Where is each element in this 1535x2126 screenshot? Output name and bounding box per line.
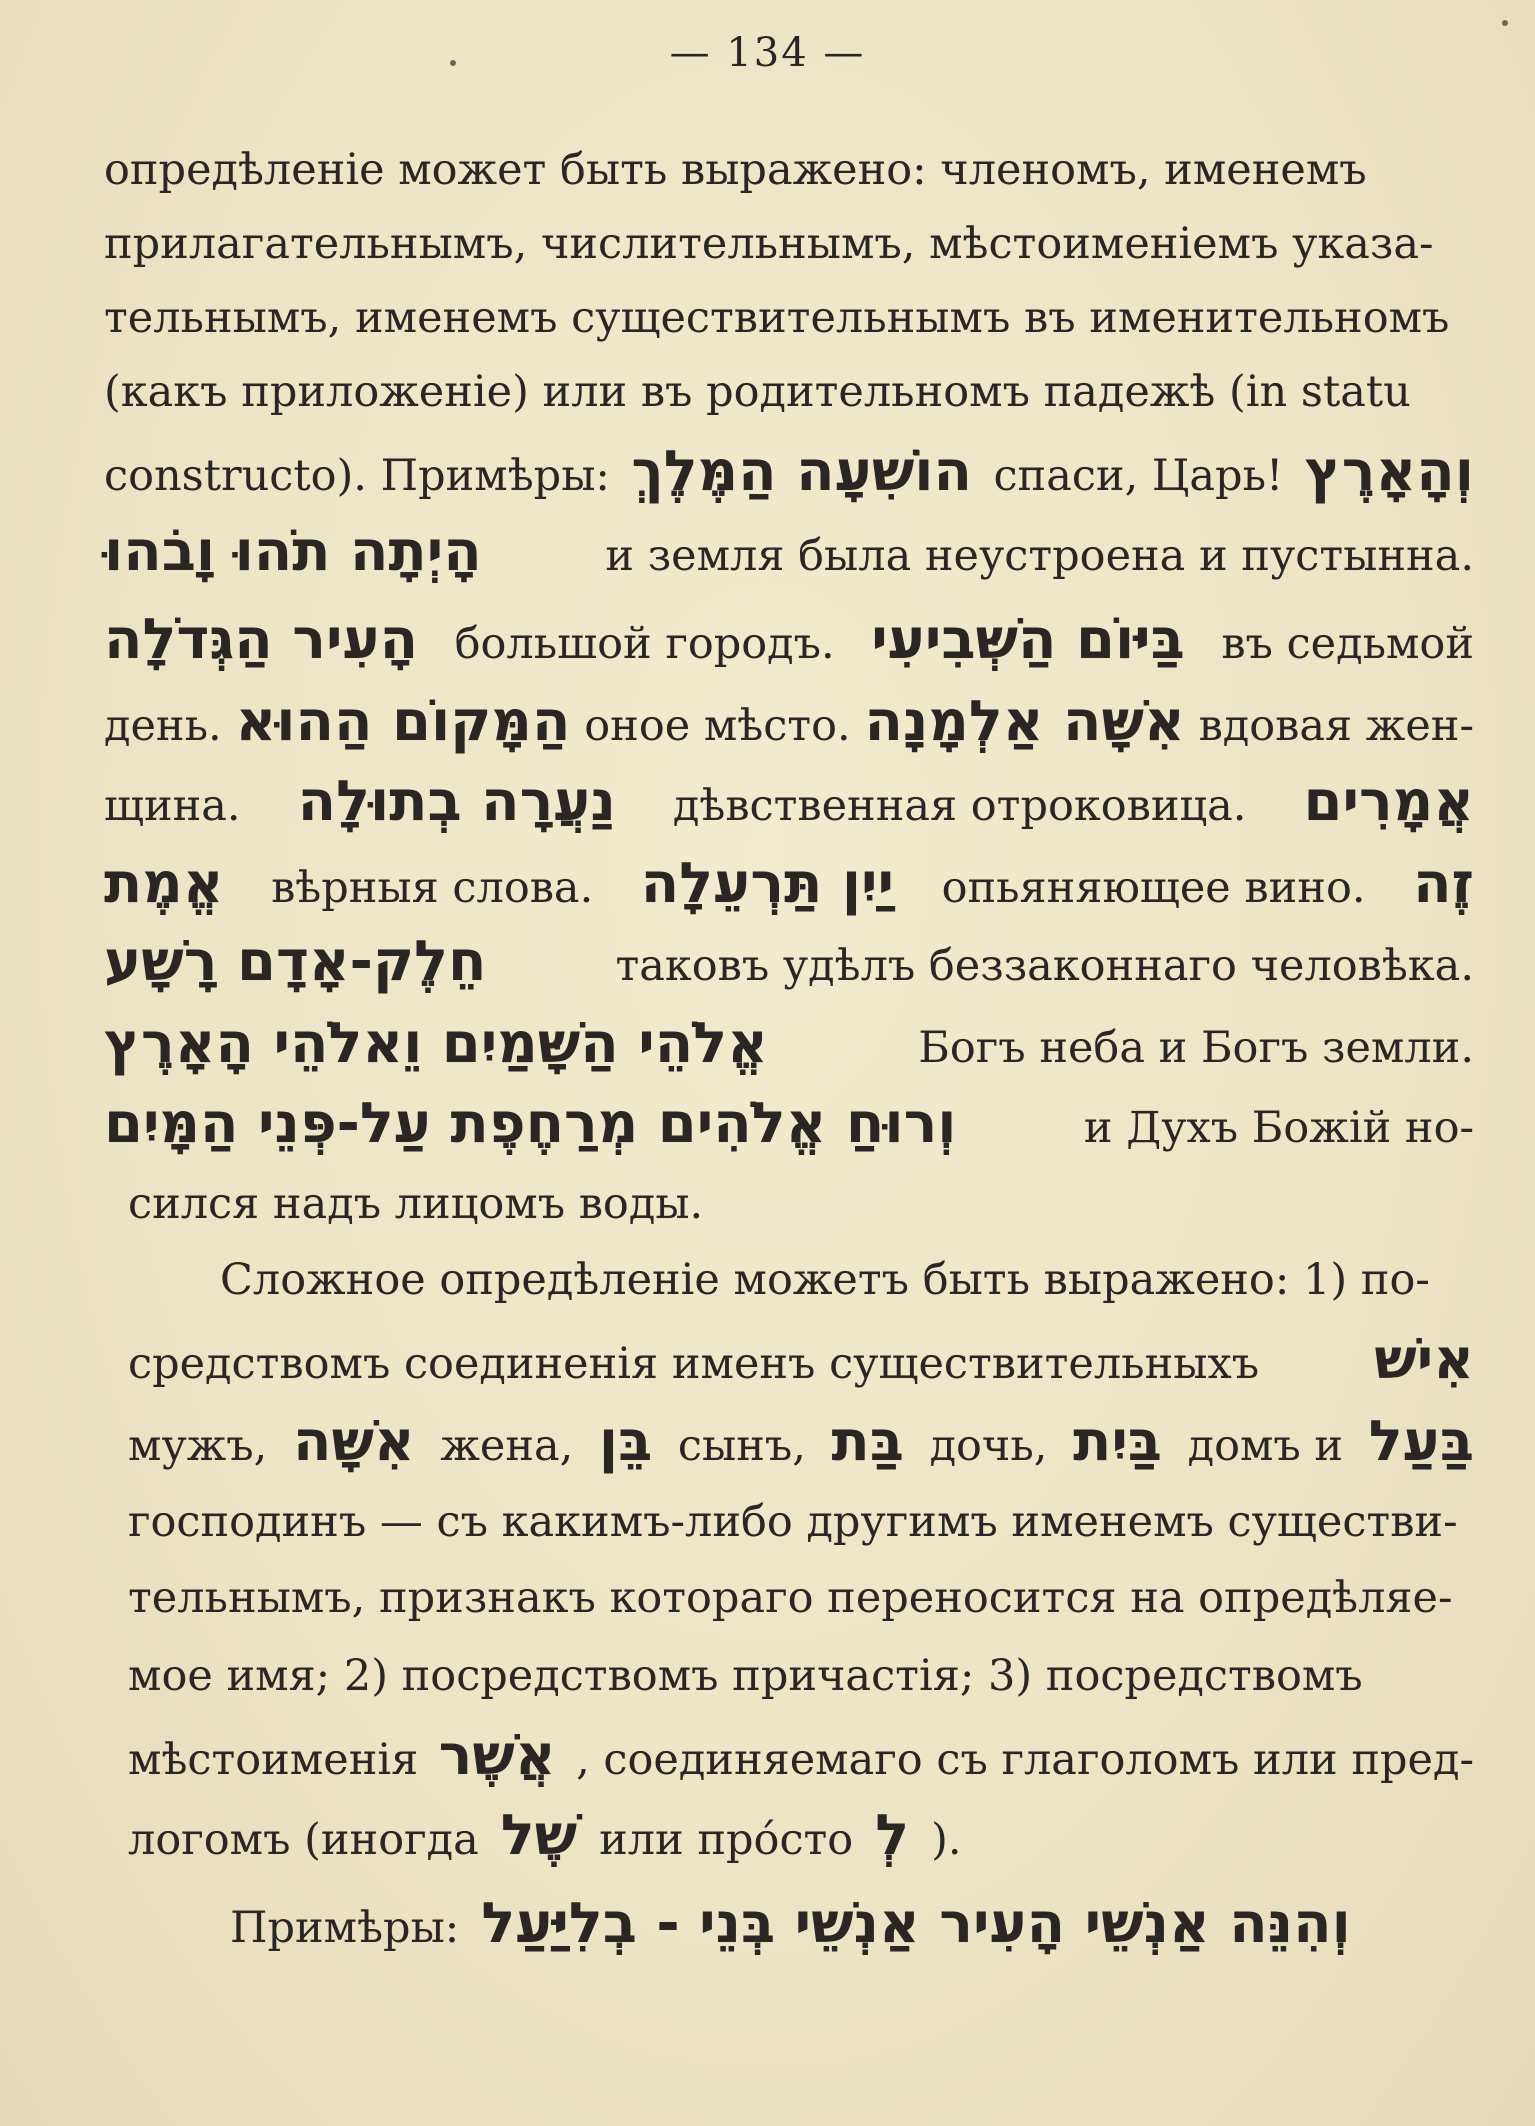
- hebrew-text: אִישׁ: [1374, 1327, 1474, 1392]
- russian-text: constructo). Примѣры:: [104, 451, 610, 501]
- text-line: [128, 1328, 1474, 1396]
- hebrew-text: זֶה: [1413, 851, 1474, 916]
- hebrew-text: הוֹשִׁעָה הַמֶּלֶךְ: [631, 439, 972, 504]
- text-line: [104, 440, 1474, 508]
- hebrew-text: בֵּן: [598, 1409, 653, 1474]
- text-line: [104, 1092, 1474, 1160]
- text-line: [104, 360, 1474, 424]
- russian-text: вдовая жен-: [1198, 701, 1474, 751]
- hebrew-text: וְרוּחַ אֱלֹהִים מְרַחֶפֶת עַל-פְּנֵי הַמָּיִם: [104, 1091, 957, 1156]
- hebrew-text: שֶׁל: [500, 1803, 578, 1868]
- russian-text: мѣстоименія: [128, 1735, 419, 1785]
- hebrew-text: הָעִיר הַגְּדֹלָה: [104, 607, 419, 672]
- russian-text: тельнымъ, именемъ существительнымъ въ именительномъ: [104, 293, 1450, 343]
- text-line: [104, 520, 1474, 588]
- text-line: [104, 138, 1474, 202]
- russian-text: мужъ,: [128, 1421, 268, 1471]
- russian-text: день.: [104, 701, 222, 751]
- hebrew-text: הַמָּקוֹם הַהוּא: [235, 689, 571, 754]
- russian-text: таковъ удѣлъ беззаконнаго человѣка.: [615, 941, 1474, 991]
- text-line: [128, 1724, 1474, 1792]
- russian-text: опьяняющее вино.: [941, 863, 1366, 913]
- hebrew-text: אִשָּׁה אַלְמָנָה: [864, 689, 1185, 754]
- hebrew-text: וְהָאָרֶץ: [1304, 439, 1474, 504]
- hebrew-text: בַּיּוֹם הַשְּׁבִיעִי: [871, 607, 1185, 672]
- text-line: [104, 286, 1474, 350]
- russian-text: спаси, Царь!: [993, 451, 1284, 501]
- hebrew-text: אֲמָרִים: [1303, 769, 1474, 834]
- russian-text: или про́сто: [599, 1815, 854, 1865]
- text-line: [128, 1172, 1474, 1236]
- ink-speck: [1502, 20, 1508, 26]
- hebrew-text: אִשָּׁה: [292, 1409, 415, 1474]
- russian-text: сынъ,: [677, 1421, 806, 1471]
- russian-text: мое имя; 2) посредствомъ причастія; 3) посредствомъ: [128, 1651, 1363, 1701]
- russian-text: сился надъ лицомъ воды.: [128, 1179, 704, 1229]
- text-line: [104, 1012, 1474, 1080]
- text-line: [128, 1566, 1474, 1630]
- russian-text: средствомъ соединенія именъ существительныхъ: [128, 1339, 1260, 1389]
- text-line: [220, 1248, 1474, 1312]
- text-line: [104, 212, 1474, 276]
- hebrew-text: אֱמֶת: [104, 851, 224, 916]
- hebrew-text: אֲשֶׁר: [438, 1723, 556, 1788]
- russian-text: Богъ неба и Богъ земли.: [918, 1023, 1474, 1073]
- russian-text: Примѣры:: [230, 1903, 460, 1953]
- russian-text: щина.: [104, 781, 241, 831]
- text-line: [128, 1804, 1474, 1872]
- russian-text: логомъ (иногда: [128, 1815, 479, 1865]
- russian-text: оное мѣсто.: [584, 701, 851, 751]
- text-line: [104, 690, 1474, 758]
- hebrew-text: בַּיִת: [1073, 1409, 1162, 1474]
- hebrew-text: חֵלֶק-אָדָם רָשָׁע: [104, 929, 487, 994]
- text-line: [128, 1410, 1474, 1478]
- russian-text: , соединяемаго съ глаголомъ или пред-: [576, 1735, 1474, 1785]
- hebrew-text: לְ: [875, 1803, 910, 1868]
- russian-text: дѣвственная отроковица.: [672, 781, 1247, 831]
- russian-text: господинъ — съ какимъ-либо другимъ именемъ существи-: [128, 1497, 1458, 1547]
- russian-text: и земля была неустроена и пустынна.: [605, 531, 1474, 581]
- page-number: — 134 —: [669, 30, 866, 76]
- hebrew-text: וְהִנֵּה אַנְשֵׁי הָעִיר אַנְשֵׁי בְּנֵי - בְלִיַּעַל: [481, 1891, 1351, 1956]
- russian-text: домъ и: [1187, 1421, 1344, 1471]
- russian-text: ).: [931, 1815, 962, 1865]
- text-line: [128, 1644, 1474, 1708]
- hebrew-text: בַּעַל: [1368, 1409, 1474, 1474]
- russian-text: Сложное опредѣленіе можетъ быть выражено: 1) по-: [220, 1255, 1430, 1305]
- russian-text: вѣрныя слова.: [271, 863, 594, 913]
- text-line: [128, 1490, 1474, 1554]
- russian-text: прилагательнымъ, числительнымъ, мѣстоименіемъ указа-: [104, 219, 1434, 269]
- text-line: [104, 770, 1474, 838]
- hebrew-text: אֱלֹהֵי הַשָּׁמַיִם וֵאלֹהֵי הָאָרֶץ: [104, 1011, 768, 1076]
- russian-text: (какъ приложеніе) или въ родительномъ падежѣ (in statu: [104, 367, 1411, 417]
- hebrew-text: הָיְתָה תֹהוּ וָבֹהוּ: [104, 519, 482, 584]
- russian-text: тельнымъ, признакъ котораго переносится на опредѣляе-: [128, 1573, 1453, 1623]
- hebrew-text: נַעֲרָה בְתוּלָה: [297, 769, 616, 834]
- russian-text: жена,: [440, 1421, 574, 1471]
- hebrew-text: יַיִן תַּרְעֵלָה: [640, 851, 895, 916]
- hebrew-text: בַּת: [831, 1409, 904, 1474]
- ink-speck: [450, 60, 456, 66]
- russian-text: большой городъ.: [454, 619, 835, 669]
- text-line: [104, 852, 1474, 920]
- russian-text: и Духъ Божій но-: [1083, 1103, 1474, 1153]
- russian-text: опредѣленіе может быть выражено: членомъ, именемъ: [104, 145, 1367, 195]
- russian-text: дочь,: [929, 1421, 1048, 1471]
- text-line: [104, 608, 1474, 676]
- text-line: [230, 1892, 1474, 1960]
- russian-text: въ седьмой: [1221, 619, 1474, 669]
- text-line: [104, 930, 1474, 998]
